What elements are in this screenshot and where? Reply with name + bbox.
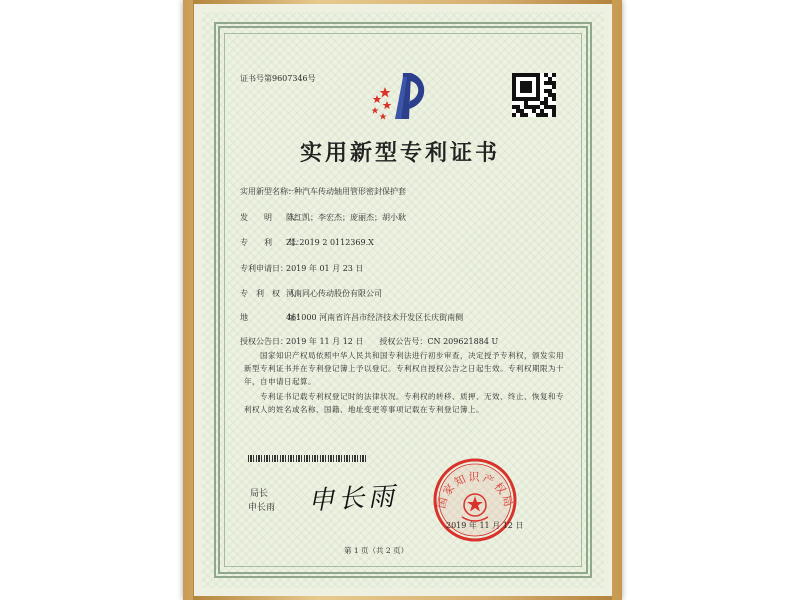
field-value: 2019 年 01 月 23 日 [286, 264, 364, 273]
barcode-icon [248, 455, 368, 462]
field-value: 一种汽车传动轴用管形密封保护套 [286, 187, 406, 196]
certificate-title: 实用新型专利证书 [300, 140, 501, 166]
certificate-number: 证书号第9607346号 [240, 74, 316, 83]
field-label: 专 利 权 人： [240, 289, 304, 298]
patent-office-emblem-icon [363, 69, 435, 123]
qr-code-icon [512, 73, 556, 117]
field-label: 授权公告日： [240, 337, 288, 346]
paragraph-legal-status: 专利证书记载专利权登记时的法律状况。专利权的转移、质押、无效、终止、恢复和专利权人的姓名或名称、国籍、地址变更等事项记载在专利登记簿上。 [244, 392, 564, 414]
field-label: 地 址： [240, 313, 304, 322]
field-value: ZL 2019 2 0112369.X [286, 238, 374, 247]
field-value: 陈红凯；李宏杰；庞丽杰；胡小耿 [286, 213, 406, 222]
director-title: 局长 [250, 489, 269, 499]
seal-date: 2019 年 11 月 12 日 [446, 521, 524, 530]
field-value: 461000 河南省许昌市经济技术开发区长庆街南侧 [286, 313, 464, 322]
page-number: 第 1 页（共 2 页） [344, 546, 409, 555]
field-value: 2019 年 11 月 12 日 授权公告号：CN 209621884 U [286, 337, 499, 346]
director-signature: 申长雨 [307, 481, 399, 517]
director-name: 申长雨 [248, 503, 276, 513]
paragraph-grant: 国家知识产权局依照中华人民共和国专利法进行初步审查，决定授予专利权，颁发实用新型专利证书并在专利登记簿上予以登记。专利权自授权公告之日起生效。专利权期限为十年，自申请日起算。 [244, 351, 564, 386]
field-label: 专 利 号： [240, 238, 304, 247]
field-label: 发 明 人： [240, 213, 304, 222]
field-label: 实用新型名称： [240, 187, 296, 196]
field-value: 河南同心传动股份有限公司 [286, 289, 382, 298]
svg-text:国家知识产权局: 国家知识产权局 [434, 470, 516, 510]
field-label: 专利申请日： [240, 264, 288, 273]
